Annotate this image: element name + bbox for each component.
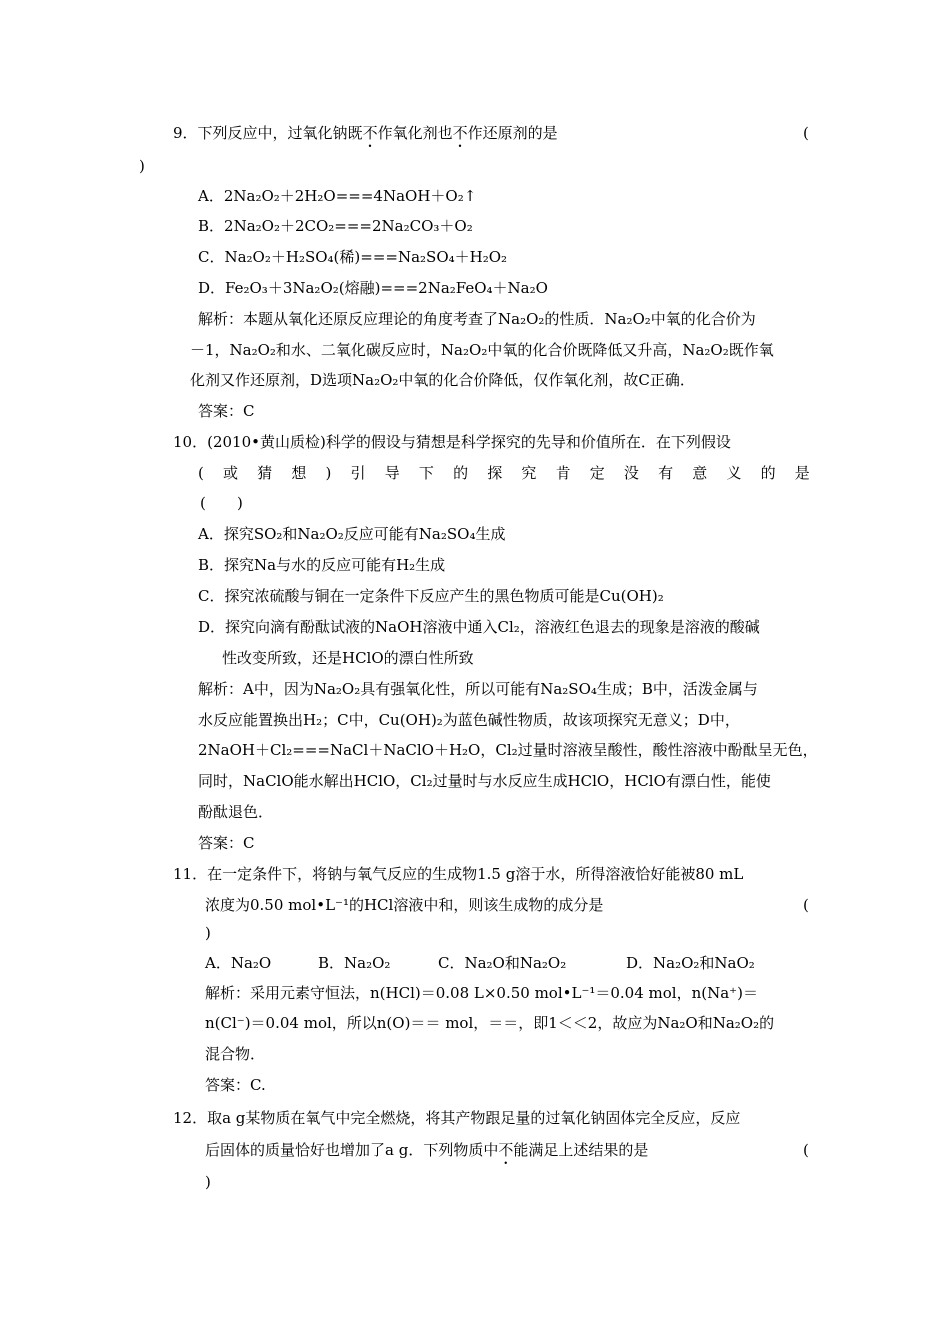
q9-option-d: D．Fe₂O₃＋3Na₂O₂(熔融)===2Na₂FeO₄＋Na₂O [198,279,548,297]
q10-analysis-line: 酚酞退色． [198,803,274,821]
q11-answer: 答案：C. [205,1076,266,1094]
q12-stem-cont [205,1140,648,1168]
q10-char: ( [198,464,204,482]
q10-analysis-line: 水反应能置换出H₂；C中，Cu(OH)₂为蓝色碱性物质，故该项探究无意义；D中， [198,711,740,729]
q11-stem-cont: 浓度为0.50 mol•L⁻¹的HCl溶液中和，则该生成物的成分是 [205,896,604,914]
q10-char: 有 [658,464,674,482]
q9-analysis-line: 化剂又作还原剂，D选项Na₂O₂中氧的化合价降低，仅作氧化剂，故C正确． [190,371,695,389]
q10-stem-spread [198,463,810,483]
q10-char: 没 [623,464,639,482]
q11-stem: 11．在一定条件下，将钠与氧气反应的生成物1.5 g溶于水，所得溶液恰好能被80 mL [173,865,744,883]
q10-char: ) [325,464,332,482]
q10-char: 想 [291,464,307,482]
q10-char: 究 [521,464,537,482]
q9-stem-pre: 下列反应中，过氧化钠既 [197,124,363,142]
q10-char: 探 [487,464,503,482]
q9-paren-close: ) [139,157,145,175]
q12-paren-open: ( [803,1141,809,1159]
q10-char: 意 [692,464,708,482]
q10-analysis-line: 解析：A中，因为Na₂O₂具有强氧化性，所以可能有Na₂SO₄生成；B中，活泼金属与 [198,680,758,698]
q11-option-d: D．Na₂O₂和NaO₂ [626,954,755,972]
q10-char: 导 [384,464,400,482]
q11-option-c: C．Na₂O和Na₂O₂ [438,954,567,972]
q10-char: 是 [794,464,810,482]
q12-stem-pre: 后固体的质量恰好也增加了a g．下列物质中 [205,1141,499,1159]
q10-option-a: A．探究SO₂和Na₂O₂反应可能有Na₂SO₄生成 [198,525,506,543]
q10-paren-close: ) [237,494,243,512]
q11-paren-open: ( [803,896,809,914]
q10-char: 猜 [257,464,273,482]
q10-paren-open: ( [200,494,206,512]
q11-analysis-line: 解析：采用元素守恒法，n(HCl)＝0.08 L×0.50 mol•L⁻¹＝0.04 mol，n(Na⁺)＝ [205,984,758,1002]
q12-stem: 12．取a g某物质在氧气中完全燃烧，将其产物跟足量的过氧化钠固体完全反应，反应 [173,1109,741,1127]
q11-option-b: B．Na₂O₂ [318,954,391,972]
q12-paren-close: ) [205,1173,211,1191]
q10-char: 或 [223,464,239,482]
q11-paren-close: ) [205,924,211,942]
q9-answer: 答案：C [198,402,255,420]
q9-stem-post: 作还原剂的是 [467,124,558,142]
q10-char: 义 [726,464,742,482]
q9-paren-open: ( [803,124,809,142]
q10-char: 引 [350,464,366,482]
q10-answer: 答案：C [198,834,255,852]
q9-option-a: A．2Na₂O₂＋2H₂O===4NaOH＋O₂↑ [198,187,477,205]
q12-stem-post: 能满足上述结果的是 [513,1141,649,1159]
q10-option-d-cont: 性改变所致，还是HClO的漂白性所致 [222,649,474,667]
q10-option-b: B．探究Na与水的反应可能有H₂生成 [198,556,446,574]
q10-char: 的 [453,464,469,482]
q10-option-d: D．探究向滴有酚酞试液的NaOH溶液中通入Cl₂，溶液红色退去的现象是溶液的酸碱 [198,618,760,636]
q9-emphasis-2: 不 [452,124,468,142]
q9-emphasis-1: 不 [362,124,378,142]
q9-analysis-line: －1，Na₂O₂和水、二氧化碳反应时，Na₂O₂中氧的化合价既降低又升高，Na₂O₂既作氧 [190,341,774,359]
q11-analysis-line: 混合物． [205,1045,266,1063]
q10-char: 肯 [555,464,571,482]
q10-analysis-line: 2NaOH＋Cl₂===NaCl＋NaClO＋H₂O，Cl₂过量时溶液呈酸性，酸性溶液中酚酞呈无色， [198,741,818,759]
q10-char: 下 [418,464,434,482]
q10-stem: 10．(2010•黄山质检)科学的假设与猜想是科学探究的先导和价值所在．在下列假设 [173,433,731,451]
q9-option-b: B．2Na₂O₂＋2CO₂===2Na₂CO₃＋O₂ [198,217,473,235]
q10-char: 定 [589,464,605,482]
q9-analysis-line: 解析：本题从氧化还原反应理论的角度考查了Na₂O₂的性质．Na₂O₂中氧的化合价为 [198,310,756,328]
q11-option-a: A．Na₂O [205,954,272,972]
q9-stem-mid: 作氧化剂也 [377,124,453,142]
q9-option-c: C．Na₂O₂＋H₂SO₄(稀)===Na₂SO₄＋H₂O₂ [198,248,508,266]
q10-char: 的 [760,464,776,482]
q10-option-c: C．探究浓硫酸与铜在一定条件下反应产生的黑色物质可能是Cu(OH)₂ [198,587,664,605]
q9-stem [173,123,558,151]
q12-emphasis: 不 [498,1141,514,1159]
q9-number: 9． [173,124,198,142]
q10-analysis-line: 同时，NaClO能水解出HClO，Cl₂过量时与水反应生成HClO，HClO有漂白性，能使 [198,772,771,790]
q11-analysis-line: n(Cl⁻)＝0.04 mol，所以n(O)＝＝ mol，＝＝，即1＜＜2，故应为Na₂O和Na₂O₂的 [205,1014,775,1032]
